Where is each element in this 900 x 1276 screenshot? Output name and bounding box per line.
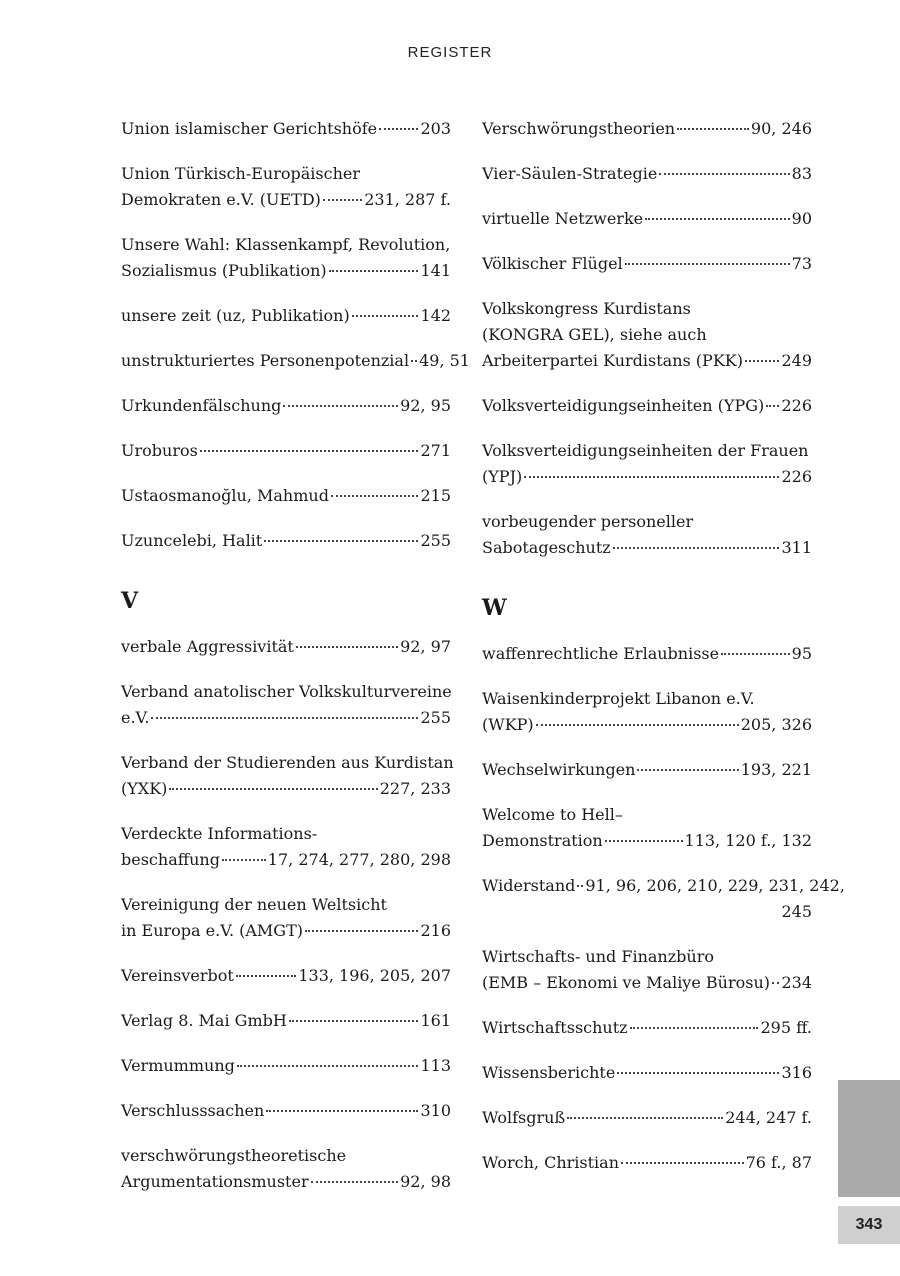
entry-last-line: [121, 303, 451, 329]
index-entry: [121, 1098, 451, 1124]
index-entry: [482, 251, 812, 277]
entry-term: Uzuncelebi, Halit: [121, 531, 263, 550]
index-entry: [482, 161, 812, 187]
entry-page-refs: 83: [791, 164, 812, 183]
page-number: 343: [838, 1206, 900, 1244]
entry-page-refs: 244, 247 f.: [725, 1108, 812, 1127]
entry-last-line: [482, 348, 812, 374]
entry-term: Volksverteidigungseinheiten (YPG): [482, 396, 765, 415]
index-entry: [482, 206, 812, 232]
dot-leader: [296, 646, 398, 648]
index-entry: [482, 757, 812, 783]
dot-leader: [151, 717, 418, 719]
entry-last-line: [482, 464, 812, 490]
entry-last-line: [482, 970, 812, 996]
entry-term: Union islamischer Gerichtshöfe: [121, 119, 378, 138]
entry-page-refs: 90, 246: [750, 119, 812, 138]
index-entry: [482, 1015, 812, 1041]
index-entry: [482, 116, 812, 142]
dot-leader: [605, 840, 683, 842]
entry-page-refs: 141: [420, 261, 451, 280]
entry-last-line: [482, 1150, 812, 1176]
page-header-title: REGISTER: [407, 44, 493, 61]
dot-leader: [630, 1027, 759, 1029]
entry-last-line: [482, 251, 812, 277]
entry-page-refs: 231, 287 f.: [364, 190, 451, 209]
dot-leader: [721, 653, 790, 655]
entry-term: (YPJ): [482, 467, 523, 486]
dot-leader: [331, 495, 419, 497]
index-entry: [482, 509, 812, 561]
entry-page-refs: 90: [791, 209, 812, 228]
dot-leader: [329, 270, 419, 272]
index-entry: [482, 686, 812, 738]
entry-text-line: Unsere Wahl: Klassenkampf, Revolution,: [121, 235, 451, 254]
dot-leader: [222, 859, 266, 861]
entry-term: virtuelle Netzwerke: [482, 209, 644, 228]
entry-page-refs: 255: [420, 531, 451, 550]
index-entry: [121, 679, 451, 731]
index-entry: [121, 116, 451, 142]
dot-leader: [745, 360, 779, 362]
entry-text-line: Volksverteidigungseinheiten der Frauen: [482, 441, 809, 460]
entry-page-refs: 92, 98: [400, 1172, 451, 1191]
entry-last-line: [121, 847, 451, 873]
entry-page-refs: 316: [781, 1063, 812, 1082]
entry-page-refs: 311: [781, 538, 812, 557]
dot-leader: [200, 450, 419, 452]
entry-page-refs: 227, 233: [379, 779, 451, 798]
entry-term: Wechselwirkungen: [482, 760, 636, 779]
entry-page-refs: 205, 326: [740, 715, 812, 734]
section-letter: V: [121, 588, 139, 614]
dot-leader: [659, 173, 789, 175]
dot-leader: [283, 405, 398, 407]
entry-last-line: [482, 1105, 812, 1131]
entry-page-refs: 76 f., 87: [745, 1153, 812, 1172]
entry-text-line: Verband anatolischer Volkskulturvereine: [121, 682, 452, 701]
entry-last-line: [121, 393, 451, 419]
entry-last-line: [482, 206, 812, 232]
entry-last-line: [482, 161, 812, 187]
index-entry: [121, 483, 451, 509]
entry-last-line: [121, 1008, 451, 1034]
entry-term: Widerstand: [482, 876, 576, 895]
entry-term: Wissensberichte: [482, 1063, 616, 1082]
index-entry: [121, 750, 454, 802]
thumb-index-tab: [838, 1080, 900, 1197]
index-entry: [482, 296, 812, 374]
entry-term: Urkundenfälschung: [121, 396, 282, 415]
entry-page-refs: 249: [781, 351, 812, 370]
dot-leader: [536, 724, 739, 726]
dot-leader: [613, 547, 780, 549]
entry-text-line: Vereinigung der neuen Weltsicht: [121, 895, 387, 914]
entry-page-refs: 92, 97: [400, 637, 451, 656]
entry-term: Uroburos: [121, 441, 198, 460]
entry-text-line: Wirtschafts- und Finanzbüro: [482, 947, 714, 966]
entry-last-line: [121, 528, 451, 554]
entry-text-line: (KONGRA GEL), siehe auch: [482, 325, 707, 344]
entry-page-refs: 113: [420, 1056, 451, 1075]
index-entry: [121, 892, 451, 944]
entry-text-line: Verband der Studierenden aus Kurdistan: [121, 753, 454, 772]
entry-page-refs: 215: [420, 486, 451, 505]
dot-leader: [169, 788, 377, 790]
entry-last-line: [121, 776, 451, 802]
dot-leader: [379, 128, 418, 130]
entry-page-refs: 73: [791, 254, 812, 273]
dot-leader: [237, 1065, 419, 1067]
index-entry: [121, 438, 451, 464]
index-entry: [121, 821, 451, 873]
index-entry: [482, 1105, 812, 1131]
entry-page-refs: 95: [791, 644, 812, 663]
index-entry: [121, 1143, 451, 1195]
entry-term: (YXK): [121, 779, 168, 798]
dot-leader: [264, 540, 418, 542]
entry-last-line: [482, 1060, 812, 1086]
entry-term: Vereinsverbot: [121, 966, 234, 985]
dot-leader: [637, 769, 738, 771]
index-column-left: [121, 116, 470, 1214]
dot-leader: [289, 1020, 419, 1022]
entry-text-line: Volkskongress Kurdistans: [482, 299, 691, 318]
entry-last-line: [121, 1169, 451, 1195]
entry-page-refs: 193, 221: [740, 760, 812, 779]
entry-term: Demonstration: [482, 831, 603, 850]
entry-last-line: [121, 348, 470, 374]
entry-last-line: [121, 483, 451, 509]
entry-page-refs: 295 ff.: [760, 1018, 812, 1037]
dot-leader: [617, 1072, 779, 1074]
index-entry: [121, 528, 451, 554]
entry-term: unsere zeit (uz, Publikation): [121, 306, 350, 325]
index-entry: [121, 1008, 451, 1034]
entry-page-refs: 17, 274, 277, 280, 298: [267, 850, 451, 869]
entry-text-line: verschwörungstheoretische: [121, 1146, 347, 1165]
entry-page-refs: 142: [420, 306, 451, 325]
entry-last-line: [121, 187, 451, 213]
dot-leader: [352, 315, 419, 317]
entry-term: Verschlusssachen: [121, 1101, 265, 1120]
entry-last-line: [482, 712, 812, 738]
entry-text-line: Verdeckte Informations-: [121, 824, 318, 843]
entry-last-line: [482, 1015, 812, 1041]
entry-page-refs-continued: 245: [781, 902, 812, 921]
index-entry: [482, 641, 812, 667]
index-entry: [121, 232, 451, 284]
dot-leader: [625, 263, 790, 265]
entry-page-refs: 133, 196, 205, 207: [298, 966, 451, 985]
index-entry: [482, 1060, 812, 1086]
entry-text-line: Waisenkinderprojekt Libanon e.V.: [482, 689, 755, 708]
index-entry: [482, 873, 845, 925]
index-entry: [121, 393, 451, 419]
entry-last-line: [482, 116, 812, 142]
entry-last-line: [482, 828, 812, 854]
entry-term: Sabotageschutz: [482, 538, 611, 557]
entry-last-line: [482, 535, 812, 561]
dot-leader: [411, 360, 417, 362]
dot-leader: [567, 1117, 723, 1119]
entry-term: Wirtschaftsschutz: [482, 1018, 628, 1037]
entry-page-refs: 310: [420, 1101, 451, 1120]
entry-last-line: [482, 641, 812, 667]
entry-term: Arbeiterpartei Kurdistans (PKK): [482, 351, 743, 370]
entry-term: Argumentationsmuster: [121, 1172, 309, 1191]
entry-term: unstrukturiertes Personenpotenzial: [121, 351, 410, 370]
entry-term: Worch, Christian: [482, 1153, 619, 1172]
entry-last-line: [121, 438, 451, 464]
entry-last-line: [121, 116, 451, 142]
index-entry: [482, 438, 812, 490]
entry-last-line: [121, 634, 451, 660]
index-entry: [121, 634, 451, 660]
entry-page-refs: 91, 96, 206, 210, 229, 231, 242,: [585, 876, 845, 895]
index-entry: [482, 1150, 812, 1176]
entry-page-refs: 271: [420, 441, 451, 460]
entry-last-line: [121, 1053, 451, 1079]
entry-term: Verlag 8. Mai GmbH: [121, 1011, 287, 1030]
dot-leader: [323, 199, 362, 201]
entry-term: waffenrechtliche Erlaubnisse: [482, 644, 720, 663]
entry-term: Demokraten e.V. (UETD): [121, 190, 321, 209]
dot-leader: [772, 982, 779, 984]
entry-term: Vermummung: [121, 1056, 235, 1075]
entry-last-line: [121, 258, 451, 284]
index-entry: [482, 944, 812, 996]
index-column-right: [482, 116, 845, 1195]
entry-term: Völkischer Flügel: [482, 254, 623, 273]
entry-last-line: [482, 393, 812, 419]
index-entry: [121, 348, 470, 374]
entry-term: Ustaosmanoğlu, Mahmud: [121, 486, 329, 505]
entry-page-refs: 161: [420, 1011, 451, 1030]
entry-page-refs: 49, 51: [419, 351, 470, 370]
entry-last-line: [482, 757, 812, 783]
dot-leader: [621, 1162, 744, 1164]
entry-term: e.V.: [121, 708, 150, 727]
entry-term: (EMB – Ekonomi ve Maliye Bürosu): [482, 973, 770, 992]
dot-leader: [236, 975, 297, 977]
entry-last-line: [482, 873, 845, 899]
entry-last-line: [121, 1098, 451, 1124]
dot-leader: [524, 476, 779, 478]
entry-term: Vier-Säulen-Strategie: [482, 164, 658, 183]
dot-leader: [266, 1110, 418, 1112]
index-entry: [121, 303, 451, 329]
entry-text-line: Welcome to Hell–: [482, 805, 623, 824]
dot-leader: [766, 405, 779, 407]
entry-term: verbale Aggressivität: [121, 637, 294, 656]
dot-leader: [645, 218, 790, 220]
dot-leader: [677, 128, 749, 130]
index-entry: [482, 802, 812, 854]
entry-text-line: Union Türkisch-Europäischer: [121, 164, 361, 183]
entry-page-refs: 226: [781, 467, 812, 486]
entry-page-refs: 234: [781, 973, 812, 992]
entry-term: (WKP): [482, 715, 534, 734]
dot-leader: [311, 1181, 399, 1183]
entry-page-refs: 226: [781, 396, 812, 415]
entry-term: Wolfsgruß: [482, 1108, 566, 1127]
entry-page-refs: 203: [420, 119, 451, 138]
entry-last-line: [121, 705, 451, 731]
entry-text-line: vorbeugender personeller: [482, 512, 694, 531]
entry-page-refs: 255: [420, 708, 451, 727]
entry-term: Sozialismus (Publikation): [121, 261, 327, 280]
entry-page-refs: 113, 120 f., 132: [684, 831, 812, 850]
entry-term: Verschwörungstheorien: [482, 119, 676, 138]
entry-term: beschaffung: [121, 850, 220, 869]
section-letter: W: [482, 595, 507, 621]
entry-term: in Europa e.V. (AMGT): [121, 921, 303, 940]
entry-page-refs: 92, 95: [400, 396, 451, 415]
dot-leader: [577, 885, 583, 887]
dot-leader: [305, 930, 418, 932]
index-entry: [121, 161, 451, 213]
index-entry: [121, 1053, 451, 1079]
entry-last-line: [121, 918, 451, 944]
index-entry: [121, 963, 451, 989]
entry-last-line: [121, 963, 451, 989]
entry-page-refs: 216: [420, 921, 451, 940]
index-entry: [482, 393, 812, 419]
